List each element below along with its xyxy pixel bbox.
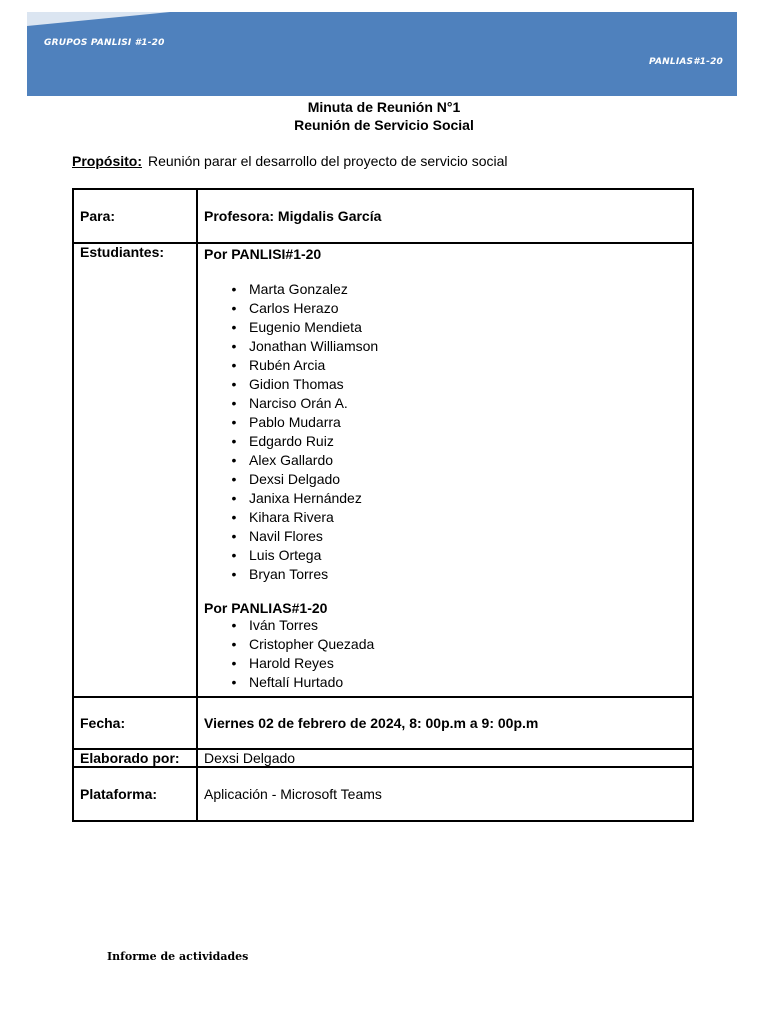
student-list-item [228, 280, 686, 299]
bullet-icon: • [231, 617, 237, 633]
student-name: Dexsi Delgado [249, 471, 341, 487]
estudiantes-cell [197, 243, 693, 697]
bullet-icon: • [231, 528, 237, 544]
bullet-icon: • [231, 566, 237, 582]
student-name: Marta Gonzalez [249, 281, 348, 297]
elaborado-label: Elaborado por: [73, 749, 197, 767]
header-band [27, 12, 737, 96]
bullet-icon: • [231, 319, 237, 335]
header-accent-shape [27, 12, 170, 26]
student-list-item [228, 565, 686, 584]
student-list-item [228, 508, 686, 527]
fecha-label: Fecha: [73, 697, 197, 749]
student-name: Navil Flores [249, 528, 323, 544]
plataforma-label: Plataforma: [73, 767, 197, 821]
bullet-icon: • [231, 674, 237, 690]
document-subtitle: Reunión de Servicio Social [294, 117, 474, 133]
student-name: Cristopher Quezada [249, 636, 375, 652]
para-label: Para: [73, 189, 197, 243]
header-left-text: GRUPOS PANLISI #1-20 [44, 38, 165, 48]
student-name: Gidion Thomas [249, 376, 344, 392]
bullet-icon: • [231, 376, 237, 392]
bullet-icon: • [231, 281, 237, 297]
bullet-icon: • [231, 547, 237, 563]
header-right-text: PANLIAS#1-20 [649, 57, 723, 67]
document-title: Minuta de Reunión N°1 [307, 99, 461, 115]
student-list-item [228, 527, 686, 546]
purpose-label: Propósito: [72, 153, 142, 169]
bullet-icon: • [231, 452, 237, 468]
student-name: Narciso Orán A. [249, 395, 348, 411]
student-name: Eugenio Mendieta [249, 319, 362, 335]
purpose-line [72, 153, 508, 169]
elaborado-value: Dexsi Delgado [197, 749, 693, 767]
student-name: Neftalí Hurtado [249, 674, 344, 690]
footer-note: Informe de actividades [107, 950, 249, 963]
student-name: Jonathan Williamson [249, 338, 379, 354]
plataforma-value: Aplicación - Microsoft Teams [197, 767, 693, 821]
bullet-icon: • [231, 471, 237, 487]
student-name: Iván Torres [249, 617, 318, 633]
student-list-item [228, 413, 686, 432]
bullet-icon: • [231, 357, 237, 373]
student-list-item [228, 375, 686, 394]
student-list-item [228, 356, 686, 375]
student-name: Harold Reyes [249, 655, 334, 671]
minutes-table [72, 188, 694, 822]
table-row-fecha [73, 697, 693, 749]
table-row-elaborado [73, 749, 693, 767]
group1-student-list [204, 280, 686, 584]
student-name: Rubén Arcia [249, 357, 326, 373]
student-name: Carlos Herazo [249, 300, 339, 316]
bullet-icon: • [231, 636, 237, 652]
student-name: Bryan Torres [249, 566, 329, 582]
bullet-icon: • [231, 490, 237, 506]
student-name: Alex Gallardo [249, 452, 334, 468]
student-list-item [228, 673, 686, 692]
student-list-item [228, 318, 686, 337]
bullet-icon: • [231, 395, 237, 411]
student-list-item [228, 299, 686, 318]
student-list-item [228, 546, 686, 565]
student-list-item [228, 337, 686, 356]
bullet-icon: • [231, 300, 237, 316]
group2-heading: Por PANLIAS#1-20 [204, 600, 328, 616]
student-list-item [228, 451, 686, 470]
student-name: Luis Ortega [249, 547, 322, 563]
student-name: Kihara Rivera [249, 509, 334, 525]
bullet-icon: • [231, 414, 237, 430]
student-name: Pablo Mudarra [249, 414, 341, 430]
estudiantes-label: Estudiantes: [73, 243, 197, 697]
student-name: Janixa Hernández [249, 490, 362, 506]
student-list-item [228, 635, 686, 654]
student-list-item [228, 432, 686, 451]
student-list-item [228, 616, 686, 635]
student-name: Edgardo Ruiz [249, 433, 334, 449]
group2-student-list [204, 616, 686, 692]
student-list-item [228, 470, 686, 489]
student-list-item [228, 654, 686, 673]
student-list-item [228, 394, 686, 413]
bullet-icon: • [231, 338, 237, 354]
group1-heading: Por PANLISI#1-20 [204, 246, 322, 262]
bullet-icon: • [231, 433, 237, 449]
table-row-plataforma [73, 767, 693, 821]
fecha-value: Viernes 02 de febrero de 2024, 8: 00p.m a 9: 00p.m [197, 697, 693, 749]
table-row-para [73, 189, 693, 243]
table-row-estudiantes [73, 243, 693, 697]
bullet-icon: • [231, 509, 237, 525]
student-list-item [228, 489, 686, 508]
purpose-text: Reunión parar el desarrollo del proyecto de servicio social [148, 153, 508, 169]
para-value: Profesora: Migdalis García [197, 189, 693, 243]
bullet-icon: • [231, 655, 237, 671]
